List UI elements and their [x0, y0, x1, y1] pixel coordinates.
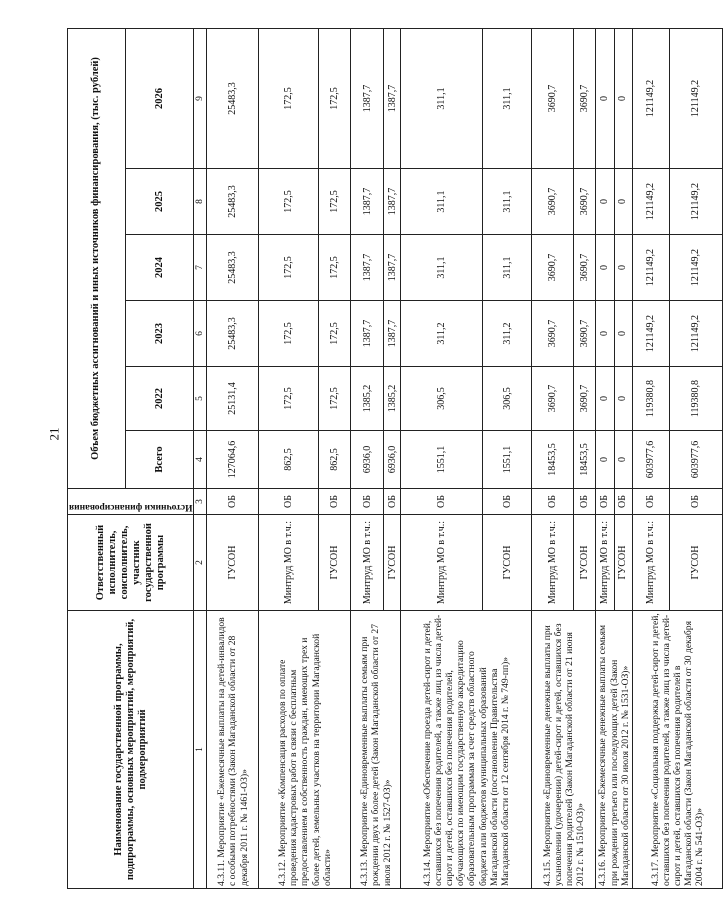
amount-cell: 121149,2 — [632, 301, 669, 367]
rotated-table-wrapper — [67, 29, 705, 889]
amount-cell: 306,5 — [483, 367, 532, 431]
header-volume: Объем бюджетных ассигнований и иных источников финансирования, (тыс. рублей) — [68, 28, 126, 488]
source-cell: ОБ — [319, 489, 351, 515]
amount-cell: 1387,7 — [384, 301, 401, 367]
header-year: 2025 — [125, 169, 194, 235]
amount-cell: 121149,2 — [632, 169, 669, 235]
column-index-cell: 1 — [194, 611, 207, 889]
source-cell: ОБ — [632, 489, 669, 515]
table-row — [532, 28, 574, 888]
source-cell: ОБ — [401, 489, 483, 515]
amount-cell: 3690,7 — [574, 235, 596, 301]
amount-cell: 3690,7 — [574, 28, 596, 168]
header-year: 2022 — [125, 367, 194, 431]
source-cell: ОБ — [483, 489, 532, 515]
table-row — [596, 28, 614, 888]
amount-cell: 121149,2 — [632, 28, 669, 168]
header-source — [68, 489, 194, 515]
source-cell: ОБ — [384, 489, 401, 515]
source-cell: ОБ — [351, 489, 384, 515]
amount-cell: 3690,7 — [574, 169, 596, 235]
executor-cell: ГУСОН — [384, 515, 401, 611]
column-index-row — [194, 28, 207, 888]
table-row — [351, 28, 384, 888]
amount-cell: 121149,2 — [669, 235, 722, 301]
amount-cell: 172,5 — [259, 169, 319, 235]
amount-cell: 311,1 — [401, 235, 483, 301]
header-name: Наименование государственной программы, подпрограммы, основных мероприятий, мероприятий, подмероприятий — [68, 611, 194, 889]
amount-cell: 0 — [596, 235, 614, 301]
amount-cell: 311,1 — [483, 28, 532, 168]
amount-cell: 172,5 — [319, 28, 351, 168]
amount-cell: 25131,4 — [207, 367, 259, 431]
amount-cell: 3690,7 — [532, 367, 574, 431]
amount-cell: 1387,7 — [384, 235, 401, 301]
amount-cell: 172,5 — [319, 235, 351, 301]
amount-cell: 3690,7 — [574, 301, 596, 367]
amount-cell: 3690,7 — [532, 235, 574, 301]
executor-cell: ГУСОН — [319, 515, 351, 611]
amount-cell: 121149,2 — [669, 301, 722, 367]
column-index-cell: 2 — [194, 515, 207, 611]
activity-name: 4.3.13. Мероприятие «Единовременные выплаты семьям при рождении двух и более детей (Закон Магаданской области от 27 июля 2012 г. № 1527-ОЗ)» — [351, 611, 401, 889]
executor-cell: Минтруд МО в т.ч.: — [532, 515, 574, 611]
amount-cell: 0 — [614, 367, 632, 431]
amount-cell: 1551,1 — [401, 431, 483, 489]
amount-cell: 1385,2 — [384, 367, 401, 431]
amount-cell: 1387,7 — [351, 28, 384, 168]
amount-cell: 172,5 — [259, 235, 319, 301]
table-row — [259, 28, 319, 888]
amount-cell: 311,2 — [483, 301, 532, 367]
amount-cell: 1387,7 — [351, 169, 384, 235]
amount-cell: 25483,3 — [207, 169, 259, 235]
source-cell: ОБ — [259, 489, 319, 515]
amount-cell: 862,5 — [259, 431, 319, 489]
header-year: 2023 — [125, 301, 194, 367]
amount-cell: 0 — [596, 301, 614, 367]
executor-cell: ГУСОН — [483, 515, 532, 611]
amount-cell: 0 — [614, 301, 632, 367]
amount-cell: 127064,6 — [207, 431, 259, 489]
executor-cell: ГУСОН — [574, 515, 596, 611]
amount-cell: 311,1 — [483, 169, 532, 235]
executor-cell: Минтруд МО в т.ч.: — [259, 515, 319, 611]
source-cell: ОБ — [669, 489, 722, 515]
executor-cell: Минтруд МО в т.ч.: — [401, 515, 483, 611]
column-index-cell: 4 — [194, 431, 207, 489]
amount-cell: 3690,7 — [532, 28, 574, 168]
amount-cell: 0 — [596, 169, 614, 235]
amount-cell: 172,5 — [259, 367, 319, 431]
amount-cell: 1387,7 — [384, 28, 401, 168]
column-index-cell: 5 — [194, 367, 207, 431]
amount-cell: 121149,2 — [669, 28, 722, 168]
header-year: 2026 — [125, 28, 194, 168]
activity-name: 4.3.12. Мероприятие «Компенсация расходов по оплате проведения кадастровых работ в связи с бесплатным предоставлением в собственность граждан, имеющих трех и более детей, земельных участков на территории Магаданской области» — [259, 611, 351, 889]
executor-cell: ГУСОН — [614, 515, 632, 611]
amount-cell: 172,5 — [319, 367, 351, 431]
amount-cell: 311,2 — [401, 301, 483, 367]
amount-cell: 1551,1 — [483, 431, 532, 489]
amount-cell: 3690,7 — [574, 367, 596, 431]
amount-cell: 0 — [596, 367, 614, 431]
amount-cell: 0 — [596, 28, 614, 168]
table-row — [207, 28, 259, 888]
amount-cell: 603977,6 — [632, 431, 669, 489]
amount-cell: 1387,7 — [384, 169, 401, 235]
amount-cell: 172,5 — [319, 169, 351, 235]
page-number: 21 — [46, 427, 62, 441]
amount-cell: 6936,0 — [351, 431, 384, 489]
amount-cell: 603977,6 — [669, 431, 722, 489]
amount-cell: 6936,0 — [384, 431, 401, 489]
column-index-cell: 8 — [194, 169, 207, 235]
amount-cell: 119380,8 — [632, 367, 669, 431]
activity-name: 4.3.16. Мероприятие «Ежемесячные денежные выплаты семьям при рождении третьего или последующих детей (Закон Магаданской области от 30 июля 2012 г. № 1531-ОЗ)» — [596, 611, 632, 889]
column-index-cell: 7 — [194, 235, 207, 301]
amount-cell: 862,5 — [319, 431, 351, 489]
amount-cell: 0 — [614, 235, 632, 301]
amount-cell: 0 — [614, 431, 632, 489]
amount-cell: 306,5 — [401, 367, 483, 431]
amount-cell: 121149,2 — [669, 169, 722, 235]
amount-cell: 25483,3 — [207, 235, 259, 301]
budget-table — [67, 28, 723, 889]
amount-cell: 3690,7 — [532, 169, 574, 235]
amount-cell: 121149,2 — [632, 235, 669, 301]
amount-cell: 0 — [596, 431, 614, 489]
activity-name: 4.3.14. Мероприятие «Обеспечение проезда детей-сирот и детей, оставшихся без попечения родителей, а также лиц из числа детей-сирот и детей, оставшихся без попечения родителей, обучающихся по имеющим государственную аккредитацию образовательным программам за счет средств областного бюджета или бюджетов муниципальных образований Магаданской области (постановление Правительства Магаданской области от 12 сентября 2014 г. № 749-пп)» — [401, 611, 532, 889]
amount-cell: 3690,7 — [532, 301, 574, 367]
executor-cell: ГУСОН — [669, 515, 722, 611]
column-index-cell: 3 — [194, 489, 207, 515]
amount-cell: 172,5 — [259, 301, 319, 367]
activity-name: 4.3.11. Мероприятие «Ежемесячные выплаты на детей-инвалидов с особыми потребностями (Закон Магаданской области от 28 декабря 2011 г. № 1461-ОЗ)» — [207, 611, 259, 889]
executor-cell: Минтруд МО в т.ч.: — [632, 515, 669, 611]
header-year: 2024 — [125, 235, 194, 301]
source-cell: ОБ — [614, 489, 632, 515]
header-source-text: Источники финансирования — [69, 502, 193, 512]
table-row — [401, 28, 483, 888]
amount-cell: 311,1 — [401, 169, 483, 235]
amount-cell: 172,5 — [259, 28, 319, 168]
amount-cell: 18453,5 — [532, 431, 574, 489]
table-row — [632, 28, 669, 888]
table-body — [207, 28, 722, 888]
amount-cell: 311,1 — [483, 235, 532, 301]
column-index-cell: 9 — [194, 28, 207, 168]
amount-cell: 25483,3 — [207, 28, 259, 168]
source-cell: ОБ — [207, 489, 259, 515]
header-total: Всего — [125, 431, 194, 489]
amount-cell: 1387,7 — [351, 301, 384, 367]
amount-cell: 0 — [614, 28, 632, 168]
amount-cell: 18453,5 — [574, 431, 596, 489]
amount-cell: 0 — [614, 169, 632, 235]
column-index-cell: 6 — [194, 301, 207, 367]
source-cell: ОБ — [532, 489, 574, 515]
header-executor: Ответственный исполнитель, соисполнитель, участник государственной программы — [68, 515, 194, 611]
amount-cell: 25483,3 — [207, 301, 259, 367]
amount-cell: 1385,2 — [351, 367, 384, 431]
source-cell: ОБ — [574, 489, 596, 515]
amount-cell: 172,5 — [319, 301, 351, 367]
amount-cell: 311,1 — [401, 28, 483, 168]
activity-name: 4.3.17. Мероприятие «Социальная поддержка детей-сирот и детей, оставшихся без попечения родителей, а также лиц из числа детей-сирот и детей, оставшихся без попечения родителей в Магаданской области (Закон Магаданской области от 30 декабря 2004 г. № 541-ОЗ)» — [632, 611, 722, 889]
executor-cell: Минтруд МО в т.ч.: — [596, 515, 614, 611]
amount-cell: 1387,7 — [351, 235, 384, 301]
executor-cell: ГУСОН — [207, 515, 259, 611]
amount-cell: 119380,8 — [669, 367, 722, 431]
source-cell: ОБ — [596, 489, 614, 515]
executor-cell: Минтруд МО в т.ч.: — [351, 515, 384, 611]
activity-name: 4.3.15. Мероприятие «Единовременные денежные выплаты при усыновлении (удочерении) детей-сирот и детей, оставшихся без попечения родителей (Закон Магаданской области от 21 июня 2012 г. № 1510-ОЗ)» — [532, 611, 596, 889]
